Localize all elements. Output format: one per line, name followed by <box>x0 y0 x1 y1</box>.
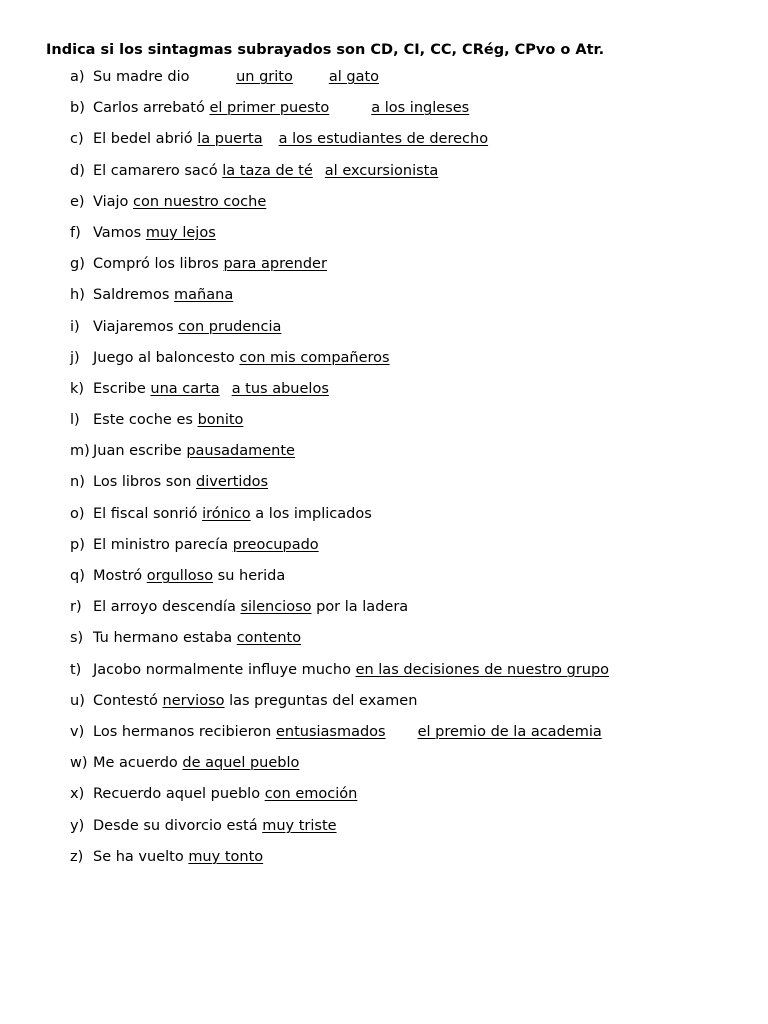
underlined-phrase: de aquel pueblo <box>182 755 300 772</box>
sentence-text: su herida <box>213 568 286 584</box>
sentence-text: Saldremos <box>93 287 175 304</box>
underlined-phrase: con mis compañeros <box>239 349 390 366</box>
item-marker: y) <box>70 817 85 834</box>
exercise-item <box>0 380 768 411</box>
item-marker: k) <box>70 380 85 397</box>
item-sentence <box>93 817 337 835</box>
exercise-item <box>0 723 768 754</box>
exercise-item <box>0 255 768 286</box>
item-sentence <box>93 162 438 180</box>
item-sentence <box>93 848 263 866</box>
underlined-phrase: bonito <box>197 412 244 429</box>
sentence-text: Recuerdo aquel pueblo <box>93 786 265 803</box>
underlined-phrase: para aprender <box>223 256 327 273</box>
exercise-item <box>0 785 768 816</box>
sentence-text: Juan escribe <box>93 443 187 460</box>
underlined-phrase: la taza de té <box>222 162 313 179</box>
item-sentence <box>93 68 379 86</box>
underlined-phrase: un grito <box>236 69 293 85</box>
underlined-phrase: entusiasmados <box>275 723 386 740</box>
exercise-item <box>0 505 768 536</box>
item-sentence <box>93 411 243 429</box>
underlined-phrase: con nuestro coche <box>133 193 267 210</box>
item-sentence <box>93 785 357 803</box>
item-sentence <box>93 442 295 460</box>
sentence-text: El fiscal sonrió <box>93 505 203 522</box>
sentence-text: El ministro parecía <box>93 536 233 553</box>
underlined-phrase: con prudencia <box>178 318 282 335</box>
item-sentence <box>93 130 488 148</box>
sentence-text: Viajo <box>93 193 134 210</box>
item-marker: l) <box>70 412 80 429</box>
exercise-item <box>0 286 768 317</box>
exercise-item <box>0 318 768 349</box>
exercise-item <box>0 162 768 193</box>
underlined-phrase: el primer puesto <box>209 100 330 117</box>
sentence-text: por la ladera <box>311 599 409 616</box>
underlined-phrase: orgulloso <box>146 568 214 584</box>
item-marker: t) <box>70 661 82 678</box>
item-sentence <box>93 224 216 242</box>
item-marker: c) <box>70 131 84 148</box>
underlined-phrase: a tus abuelos <box>231 380 329 397</box>
underlined-phrase: preocupado <box>232 536 319 553</box>
sentence-text: Este coche es <box>93 412 198 429</box>
underlined-phrase: a los ingleses <box>371 100 470 117</box>
underlined-phrase: nervioso <box>162 692 225 709</box>
item-marker: e) <box>70 193 85 210</box>
exercise-item <box>0 442 768 473</box>
underlined-phrase: una carta <box>150 380 220 397</box>
item-sentence <box>93 567 285 585</box>
item-marker: b) <box>70 100 85 117</box>
item-sentence <box>93 505 372 523</box>
underlined-phrase: mañana <box>174 287 234 304</box>
item-marker: f) <box>70 224 81 241</box>
item-sentence <box>93 349 390 367</box>
item-sentence <box>93 255 327 273</box>
sentence-text: a los implicados <box>250 505 372 522</box>
sentence-text: Jacobo normalmente influye mucho <box>93 661 356 678</box>
underlined-phrase: irónico <box>202 505 251 522</box>
exercise-item <box>0 68 768 99</box>
item-sentence <box>93 380 329 398</box>
exercise-item <box>0 473 768 504</box>
item-sentence <box>93 193 266 211</box>
sentence-text: Viajaremos <box>93 318 179 335</box>
item-sentence <box>93 318 281 336</box>
item-sentence <box>93 629 301 647</box>
underlined-phrase: muy triste <box>262 817 337 834</box>
item-marker: o) <box>70 505 85 522</box>
underlined-phrase: la puerta <box>197 131 263 148</box>
item-sentence <box>93 661 609 679</box>
item-marker: n) <box>70 474 85 491</box>
item-marker: i) <box>70 318 80 335</box>
exercise-list <box>0 68 768 879</box>
exercise-item <box>0 629 768 660</box>
item-marker: z) <box>70 848 84 865</box>
underlined-phrase: al excursionista <box>324 162 439 179</box>
item-marker: x) <box>70 786 85 803</box>
exercise-item <box>0 848 768 879</box>
sentence-text: Tu hermano estaba <box>93 630 237 647</box>
sentence-text: Carlos arrebató <box>93 100 210 117</box>
item-marker: p) <box>70 536 85 553</box>
exercise-item <box>0 536 768 567</box>
item-marker: d) <box>70 162 85 179</box>
item-marker: a) <box>70 69 85 85</box>
sentence-text: Vamos <box>93 224 146 241</box>
sentence-text: Su madre dio <box>93 69 195 85</box>
exercise-instruction: Indica si los sintagmas subrayados son CD, CI, CC, CRég, CPvo o Atr. <box>46 42 605 58</box>
underlined-phrase: el premio de la academia <box>417 723 602 740</box>
sentence-text: Escribe <box>93 380 151 397</box>
underlined-phrase: al gato <box>328 69 380 85</box>
item-marker: j) <box>70 349 80 366</box>
sentence-text: El arroyo descendía <box>93 599 241 616</box>
item-sentence <box>93 536 319 554</box>
exercise-item <box>0 411 768 442</box>
sentence-text: El bedel abrió <box>93 131 198 148</box>
sentence-text: Los hermanos recibieron <box>93 723 276 740</box>
underlined-phrase: con emoción <box>264 786 358 803</box>
item-marker: u) <box>70 692 85 709</box>
item-sentence <box>93 473 268 491</box>
item-marker: w) <box>70 755 88 772</box>
sentence-text: Contestó <box>93 692 163 709</box>
underlined-phrase: en las decisiones de nuestro grupo <box>355 661 610 678</box>
sentence-text: Se ha vuelto <box>93 848 189 865</box>
item-sentence <box>93 286 233 304</box>
sentence-text: Compró los libros <box>93 256 224 273</box>
item-marker: r) <box>70 599 82 616</box>
item-sentence <box>93 598 408 616</box>
item-sentence <box>93 723 602 741</box>
item-marker: g) <box>70 256 85 273</box>
item-sentence <box>93 692 417 710</box>
exercise-item <box>0 193 768 224</box>
exercise-item <box>0 598 768 629</box>
item-marker: s) <box>70 630 84 647</box>
underlined-phrase: muy lejos <box>145 224 216 241</box>
item-sentence <box>93 754 299 772</box>
sentence-text: las preguntas del examen <box>224 692 418 709</box>
exercise-item <box>0 661 768 692</box>
item-marker: m) <box>70 443 90 460</box>
exercise-item <box>0 754 768 785</box>
sentence-text: Desde su divorcio está <box>93 817 263 834</box>
exercise-item <box>0 130 768 161</box>
item-sentence <box>93 99 469 117</box>
underlined-phrase: contento <box>236 630 302 647</box>
sentence-text: Juego al baloncesto <box>93 349 240 366</box>
item-marker: h) <box>70 287 85 304</box>
exercise-item <box>0 817 768 848</box>
exercise-item <box>0 349 768 380</box>
item-marker: v) <box>70 723 85 740</box>
underlined-phrase: a los estudiantes de derecho <box>278 131 489 148</box>
underlined-phrase: muy tonto <box>188 848 264 865</box>
exercise-item <box>0 567 768 598</box>
sentence-text: El camarero sacó <box>93 162 223 179</box>
exercise-item <box>0 224 768 255</box>
sentence-text: Mostró <box>93 568 147 584</box>
underlined-phrase: silencioso <box>240 599 312 616</box>
item-marker: q) <box>70 568 85 584</box>
sentence-text: Me acuerdo <box>93 755 183 772</box>
underlined-phrase: divertidos <box>196 474 269 491</box>
sentence-text: Los libros son <box>93 474 197 491</box>
underlined-phrase: pausadamente <box>186 443 295 460</box>
exercise-item <box>0 99 768 130</box>
exercise-item <box>0 692 768 723</box>
